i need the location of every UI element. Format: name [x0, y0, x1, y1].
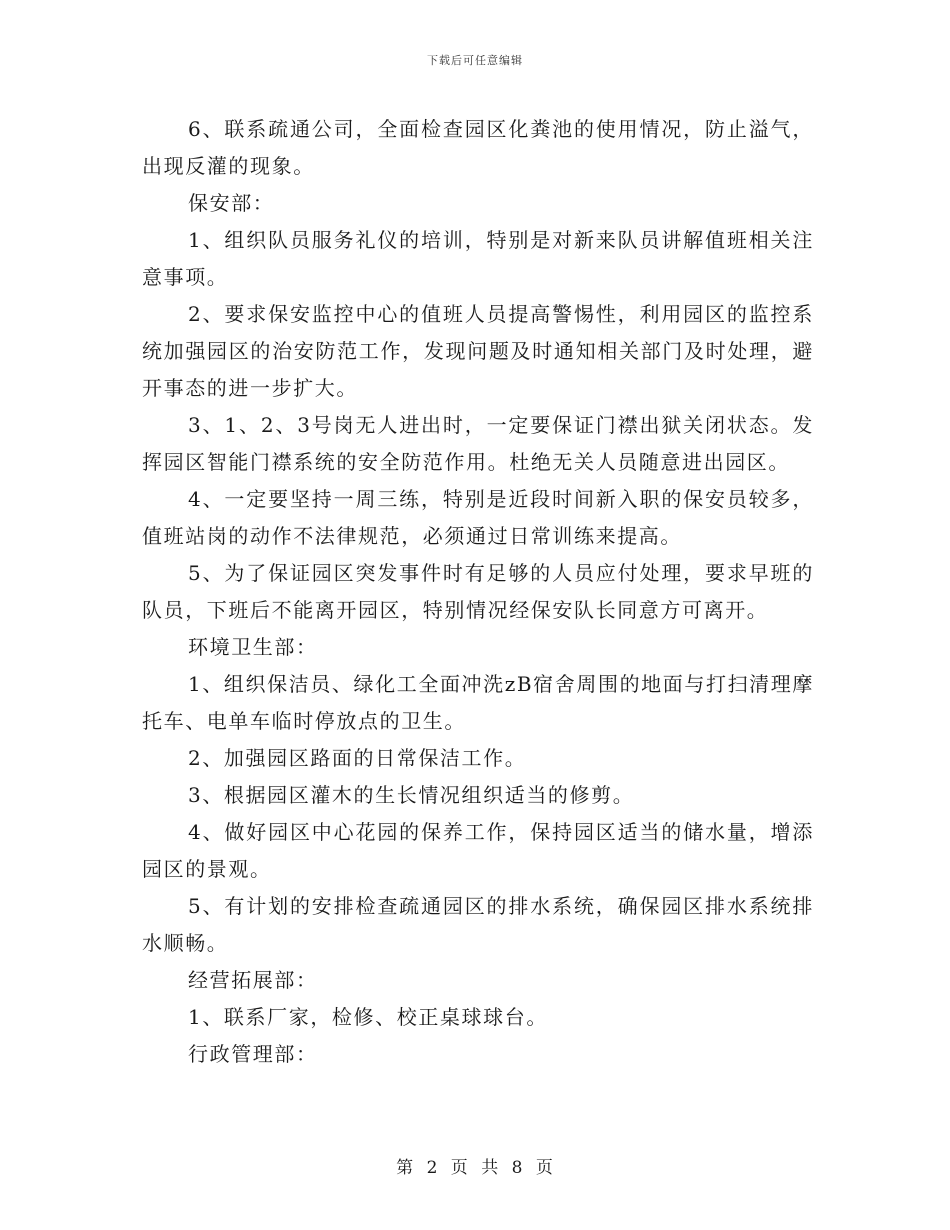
section-heading: 环境卫生部：	[188, 635, 318, 659]
document-body	[142, 111, 814, 1073]
page-header-note: 下载后可任意编辑	[427, 54, 523, 67]
section-heading: 保安部：	[188, 191, 275, 215]
section-heading: 行政管理部：	[188, 1042, 318, 1066]
paragraph: 2、加强园区路面的日常保洁工作。	[188, 746, 527, 770]
section-heading: 经营拓展部：	[188, 968, 318, 992]
paragraph: 5、有计划的安排检查疏通园区的排水系统，确保园区排水系统排水顺畅。	[142, 894, 814, 955]
paragraph: 1、组织保洁员、绿化工全面冲洗zB宿舍周围的地面与打扫清理摩托车、电单车临时停放点的卫生。	[142, 672, 814, 733]
paragraph: 6、联系疏通公司，全面检查园区化粪池的使用情况，防止溢气，出现反灌的现象。	[142, 117, 814, 178]
paragraph: 3、1、2、3号岗无人进出时，一定要保证门襟出狱关闭状态。发挥园区智能门襟系统的安全防范作用。杜绝无关人员随意进出园区。	[142, 413, 814, 474]
paragraph: 5、为了保证园区突发事件时有足够的人员应付处理，要求早班的队员，下班后不能离开园区，特别情况经保安队长同意方可离开。	[142, 561, 814, 622]
paragraph: 4、做好园区中心花园的保养工作，保持园区适当的储水量，增添园区的景观。	[142, 820, 814, 881]
paragraph: 4、一定要坚持一周三练，特别是近段时间新入职的保安员较多，值班站岗的动作不法律规范，必须通过日常训练来提高。	[142, 487, 814, 548]
paragraph: 3、根据园区灌木的生长情况组织适当的修剪。	[188, 783, 635, 807]
paragraph: 1、组织队员服务礼仪的培训，特别是对新来队员讲解值班相关注意事项。	[142, 228, 814, 289]
page-number-footer: 第 2 页 共 8 页	[396, 1158, 554, 1178]
paragraph: 2、要求保安监控中心的值班人员提高警惕性，利用园区的监控系统加强园区的治安防范工作，发现问题及时通知相关部门及时处理，避开事态的进一步扩大。	[142, 302, 814, 400]
paragraph: 1、联系厂家，检修、校正桌球球台。	[188, 1005, 548, 1029]
